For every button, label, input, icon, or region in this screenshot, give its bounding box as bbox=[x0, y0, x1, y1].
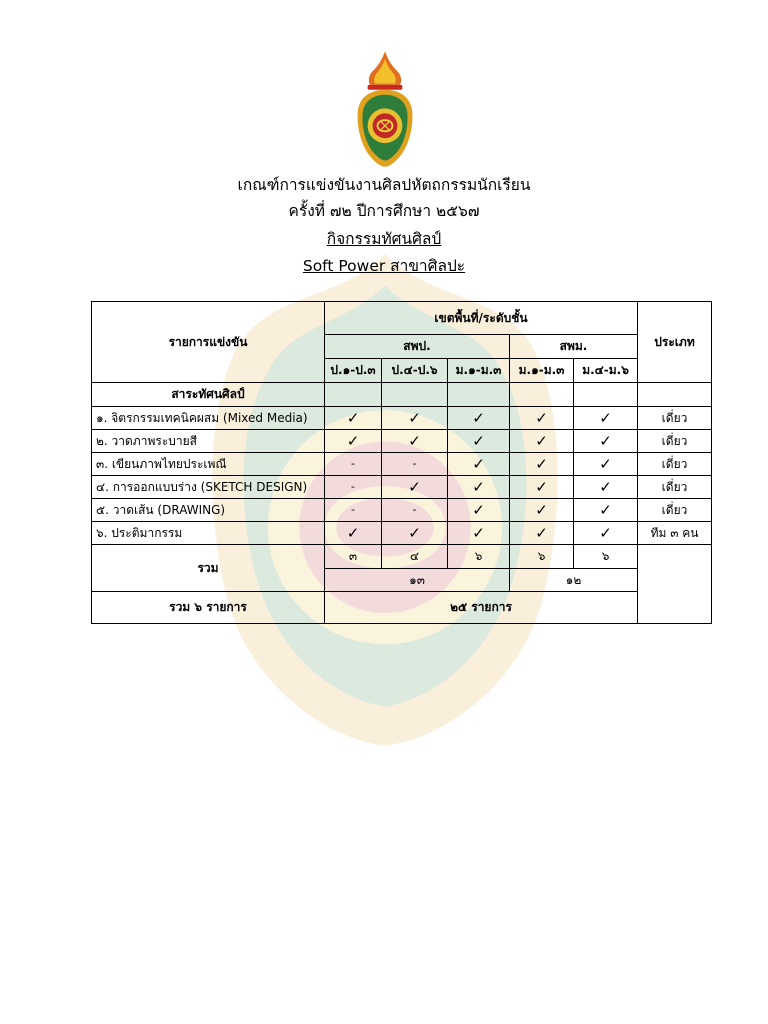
item-name: ๕. วาดเส้น (DRAWING) bbox=[92, 499, 325, 522]
item-name: ๔. การออกแบบร่าง (SKETCH DESIGN) bbox=[92, 476, 325, 499]
check-icon: ✓ bbox=[448, 453, 510, 476]
check-icon: ✓ bbox=[574, 522, 638, 545]
doc-subtitle-edition: ครั้งที่ ๗๒ ปีการศึกษา ๒๕๖๗ bbox=[288, 202, 480, 220]
header-type: ประเภท bbox=[638, 302, 712, 383]
header-level: ม.๑-ม.๓ bbox=[448, 359, 510, 383]
check-icon: ✓ bbox=[574, 476, 638, 499]
check-icon: ✓ bbox=[448, 522, 510, 545]
check-icon: ✓ bbox=[325, 430, 382, 453]
table-row bbox=[92, 453, 712, 476]
subtotal-primary: ๑๓ bbox=[325, 569, 510, 592]
check-icon: ✓ bbox=[448, 407, 510, 430]
doc-title: เกณฑ์การแข่งขันงานศิลปหัตถกรรมนักเรียน bbox=[237, 176, 531, 194]
item-name: ๖. ประติมากรรม bbox=[92, 522, 325, 545]
check-icon: ✓ bbox=[325, 407, 382, 430]
item-type: ทีม ๓ คน bbox=[638, 522, 712, 545]
section-label: สาระทัศนศิลป์ bbox=[92, 383, 325, 407]
table-row bbox=[92, 522, 712, 545]
total-value: ๓ bbox=[325, 545, 382, 569]
header-level: ม.๔-ม.๖ bbox=[574, 359, 638, 383]
header-level: ป.๑-ป.๓ bbox=[325, 359, 382, 383]
header-area-level: เขตพื้นที่/ระดับชั้น bbox=[325, 302, 638, 335]
table-row bbox=[92, 407, 712, 430]
dash-mark: - bbox=[382, 453, 448, 476]
total-value: ๖ bbox=[574, 545, 638, 569]
check-icon: ✓ bbox=[325, 522, 382, 545]
table-row bbox=[92, 499, 712, 522]
check-icon: ✓ bbox=[510, 522, 574, 545]
check-icon: ✓ bbox=[510, 453, 574, 476]
check-icon: ✓ bbox=[574, 407, 638, 430]
check-icon: ✓ bbox=[448, 430, 510, 453]
total-value: ๔ bbox=[382, 545, 448, 569]
header-level: ม.๑-ม.๓ bbox=[510, 359, 574, 383]
item-name: ๑. จิตรกรรมเทคนิคผสม (Mixed Media) bbox=[92, 407, 325, 430]
check-icon: ✓ bbox=[448, 499, 510, 522]
check-icon: ✓ bbox=[574, 453, 638, 476]
item-type: เดี่ยว bbox=[638, 453, 712, 476]
check-icon: ✓ bbox=[382, 522, 448, 545]
check-icon: ✓ bbox=[574, 499, 638, 522]
doc-activity-title: กิจกรรมทัศนศิลป์ bbox=[326, 230, 442, 248]
total-value: ๖ bbox=[448, 545, 510, 569]
dash-mark: - bbox=[325, 499, 382, 522]
check-icon: ✓ bbox=[574, 430, 638, 453]
item-name: ๒. วาดภาพระบายสี bbox=[92, 430, 325, 453]
table-row bbox=[92, 476, 712, 499]
item-type: เดี่ยว bbox=[638, 499, 712, 522]
total-label: รวม bbox=[92, 545, 325, 592]
dash-mark: - bbox=[382, 499, 448, 522]
competition-table bbox=[91, 301, 712, 624]
table-row bbox=[92, 430, 712, 453]
item-name: ๓. เขียนภาพไทยประเพณี bbox=[92, 453, 325, 476]
grand-total-label: รวม ๖ รายการ bbox=[92, 592, 325, 624]
subtotal-secondary: ๑๒ bbox=[510, 569, 638, 592]
grand-total-value: ๒๕ รายการ bbox=[325, 592, 638, 624]
total-value: ๖ bbox=[510, 545, 574, 569]
header-group-primary: สพป. bbox=[325, 335, 510, 359]
check-icon: ✓ bbox=[510, 499, 574, 522]
item-type: เดี่ยว bbox=[638, 430, 712, 453]
dash-mark: - bbox=[325, 476, 382, 499]
header-level: ป.๔-ป.๖ bbox=[382, 359, 448, 383]
check-icon: ✓ bbox=[510, 430, 574, 453]
emblem-logo bbox=[354, 50, 416, 168]
doc-branch-title: Soft Power สาขาศิลปะ bbox=[302, 257, 466, 275]
check-icon: ✓ bbox=[382, 476, 448, 499]
header-item: รายการแข่งขัน bbox=[92, 302, 325, 383]
item-type: เดี่ยว bbox=[638, 476, 712, 499]
header-group-secondary: สพม. bbox=[510, 335, 638, 359]
check-icon: ✓ bbox=[510, 476, 574, 499]
dash-mark: - bbox=[325, 453, 382, 476]
check-icon: ✓ bbox=[382, 407, 448, 430]
check-icon: ✓ bbox=[510, 407, 574, 430]
check-icon: ✓ bbox=[448, 476, 510, 499]
item-type: เดี่ยว bbox=[638, 407, 712, 430]
check-icon: ✓ bbox=[382, 430, 448, 453]
